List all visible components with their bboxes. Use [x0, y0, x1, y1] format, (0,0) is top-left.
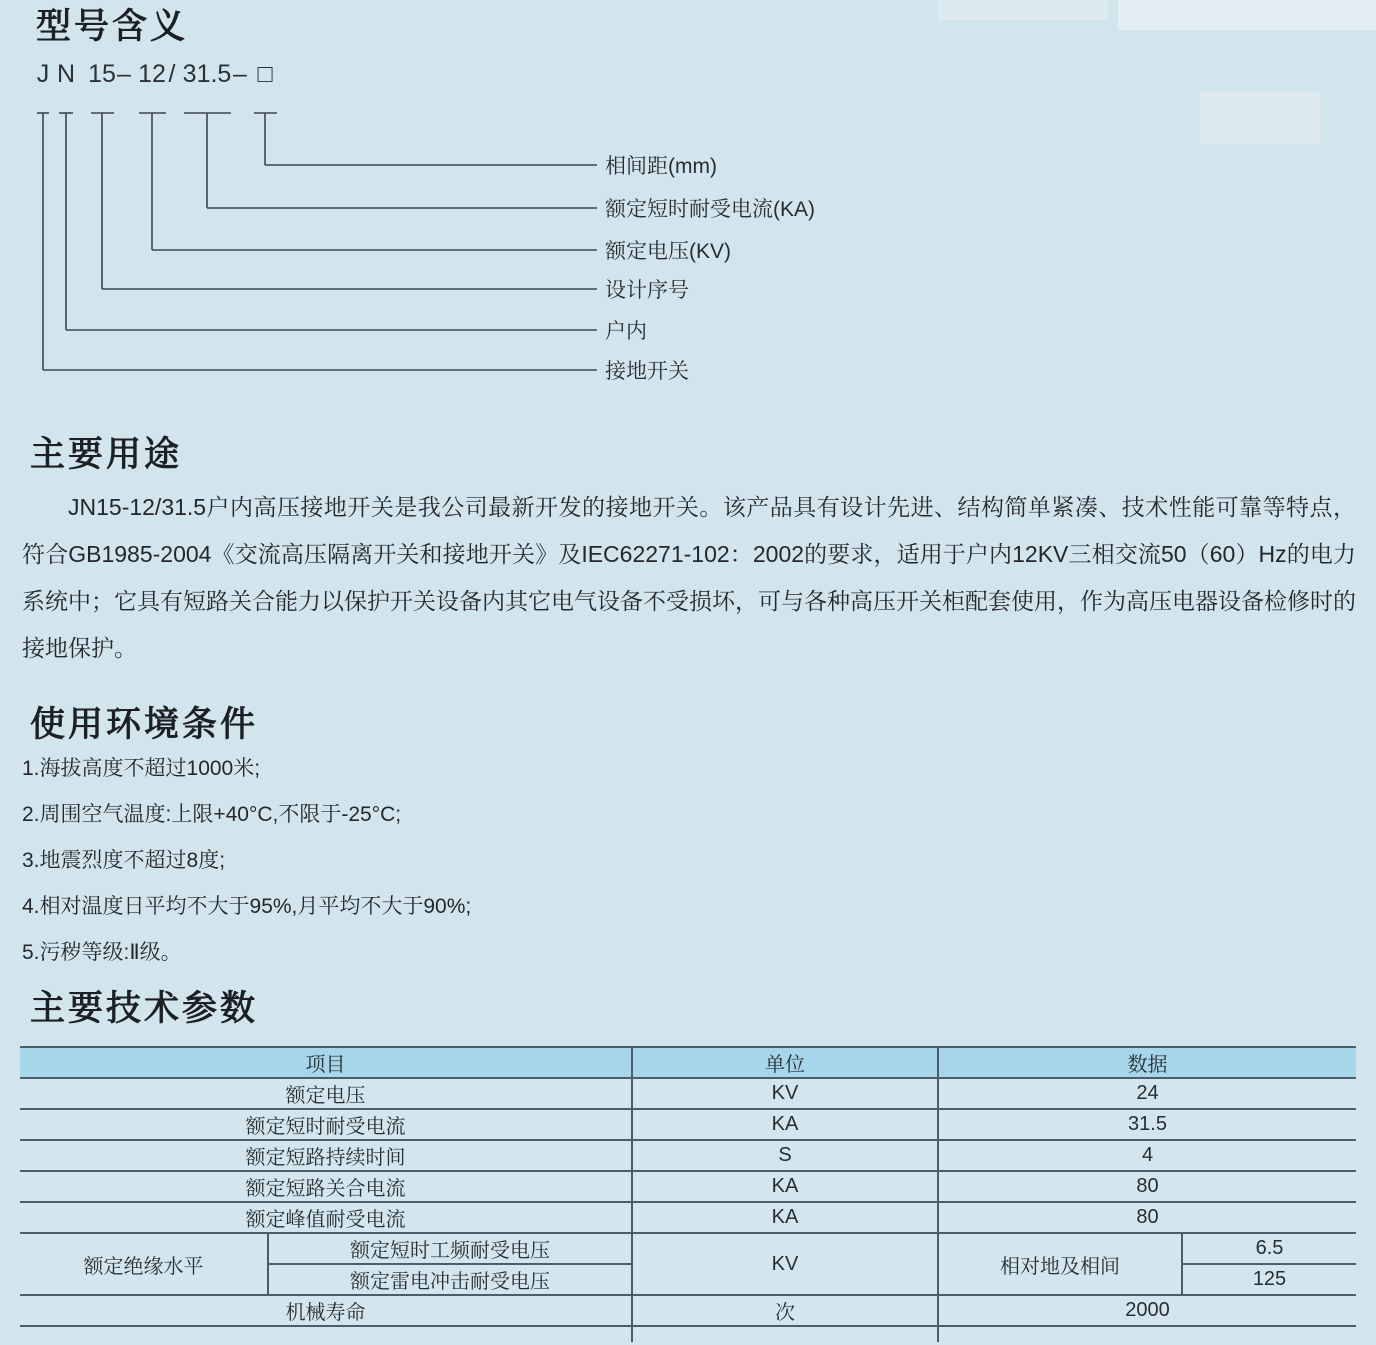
cell-unit: 次: [632, 1295, 938, 1326]
cell-value: [938, 1326, 1356, 1342]
cell-value: 31.5: [938, 1109, 1356, 1140]
cell-value: 6.5: [1182, 1233, 1356, 1264]
table-row: [20, 1078, 1356, 1109]
cell-unit: KV: [632, 1233, 938, 1295]
table-row-insulation-1: [20, 1233, 1356, 1264]
cell-unit: KA: [632, 1202, 938, 1233]
environment-item: 5.污秽等级:Ⅱ级。: [22, 941, 182, 964]
scan-artifact: [1200, 92, 1320, 144]
cell-item: 额定电压: [20, 1078, 632, 1109]
table-row: [20, 1202, 1356, 1233]
main-use-paragraph: JN15-12/31.5户内高压接地开关是我公司最新开发的接地开关。该产品具有设计先进、结构简单紧凑、技术性能可靠等特点，符合GB1985-2004《交流高压隔离开关和接地开关》及IEC62271-102：2002的要求，适用于户内12KV三相交流50（60）Hz的电力系统中；它具有短路关合能力以保护开关设备内其它电气设备不受损坏，可与各种高压开关柜配套使用，作为高压电器设备检修时的接地保护。: [22, 494, 1356, 661]
cell-value: 4: [938, 1140, 1356, 1171]
column-header-data: 数据: [938, 1047, 1356, 1078]
model-code-N: N: [56, 60, 76, 88]
cell-item: 额定短路关合电流: [20, 1171, 632, 1202]
cell-unit: KV: [632, 1078, 938, 1109]
environment-item: 4.相对温度日平均不大于95%,月平均不大于90%;: [22, 895, 472, 918]
parameters-table: [20, 1046, 1356, 1342]
cell-unit: S: [632, 1140, 938, 1171]
cell-item: 额定短时耐受电流: [20, 1109, 632, 1140]
model-label-rated-voltage: 额定电压(KV): [605, 240, 731, 263]
cell-insulation-sub-item: 额定雷电冲击耐受电压: [268, 1264, 632, 1295]
model-code-slash: /: [168, 60, 176, 88]
section-title-model-meaning: 型号含义: [36, 7, 189, 46]
model-label-earthing-switch: 接地开关: [605, 360, 689, 383]
environment-item: 3.地震烈度不超过8度;: [22, 849, 226, 872]
environment-item: 2.周围空气温度:上限+40°C,不限于-25°C;: [22, 803, 402, 826]
cell-unit: KA: [632, 1109, 938, 1140]
cell-value: 80: [938, 1202, 1356, 1233]
column-header-item: 项目: [20, 1047, 632, 1078]
cell-item: 额定峰值耐受电流: [20, 1202, 632, 1233]
cell-value: 80: [938, 1171, 1356, 1202]
cell-item: 机械寿命: [20, 1295, 632, 1326]
model-code-12: 12: [138, 60, 166, 88]
section-title-parameters: 主要技术参数: [30, 989, 259, 1028]
table-row: [20, 1295, 1356, 1326]
table-header-row: [20, 1047, 1356, 1078]
scan-artifact: [1118, 0, 1376, 30]
section-title-environment: 使用环境条件: [30, 705, 259, 744]
model-label-indoor: 户内: [605, 320, 647, 343]
model-code-dash: –: [233, 60, 247, 88]
table-row-clipped: [20, 1326, 1356, 1342]
cell-item: 额定短路持续时间: [20, 1140, 632, 1171]
cell-value: 2000: [938, 1295, 1356, 1326]
cell-insulation-scope: 相对地及相间: [938, 1233, 1182, 1295]
cell-unit: [632, 1326, 938, 1342]
model-code-blank-box: □: [257, 60, 273, 88]
cell-insulation-item: 额定绝缘水平: [20, 1233, 268, 1295]
model-code-dash: –: [117, 60, 131, 88]
environment-item: 1.海拔高度不超过1000米;: [22, 757, 261, 780]
cell-value: 125: [1182, 1264, 1356, 1295]
model-code-31-5: 31.5: [182, 60, 232, 88]
cell-unit: KA: [632, 1171, 938, 1202]
column-header-unit: 单位: [632, 1047, 938, 1078]
model-label-phase-spacing: 相间距(mm): [605, 155, 717, 178]
model-code-J: J: [36, 60, 50, 88]
cell-value: 24: [938, 1078, 1356, 1109]
cell-item: [20, 1326, 632, 1342]
model-label-design-serial: 设计序号: [605, 279, 689, 302]
table-row: [20, 1171, 1356, 1202]
model-code-diagram: [0, 0, 1000, 400]
section-title-main-use: 主要用途: [30, 435, 183, 474]
model-code-15: 15: [88, 60, 116, 88]
table-row: [20, 1140, 1356, 1171]
environment-conditions-list: [22, 746, 922, 976]
model-label-withstand-current: 额定短时耐受电流(KA): [605, 198, 815, 221]
table-row: [20, 1109, 1356, 1140]
cell-insulation-sub-item: 额定短时工频耐受电压: [268, 1233, 632, 1264]
